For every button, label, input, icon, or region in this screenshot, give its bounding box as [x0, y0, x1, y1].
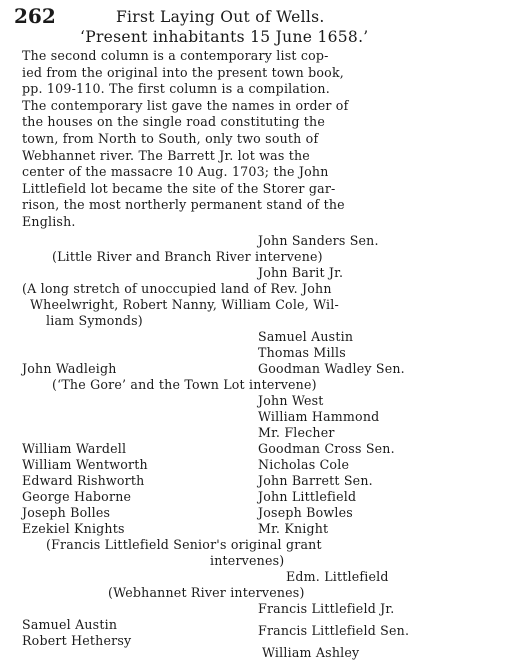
compiled-entry: Ezekiel Knights: [22, 521, 125, 536]
inhabitant-entry: Mr. Flecher: [258, 425, 335, 440]
compiled-entry: Joseph Bolles: [22, 505, 111, 520]
intro-line: ied from the original into the present town book,: [22, 64, 344, 80]
intervening-note: liam Symonds): [46, 313, 143, 328]
inhabitant-entry: John West: [258, 393, 324, 408]
compiled-entry: John Wadleigh: [22, 361, 117, 376]
inhabitant-entry: Goodman Wadley Sen.: [258, 361, 405, 376]
inhabitant-entry: Francis Littlefield Sen.: [258, 623, 410, 638]
compiled-entry: Robert Hethersy: [22, 633, 132, 648]
inhabitant-entry: Mr. Knight: [258, 521, 329, 536]
intervening-note: (Francis Littlefield Senior's original grant: [46, 537, 322, 552]
inhabitant-entry: William Hammond: [258, 409, 380, 424]
intro-line: town, from North to South, only two south of: [22, 130, 319, 146]
intervening-note: (Little River and Branch River intervene): [52, 249, 323, 264]
compiled-entry: William Wentworth: [22, 457, 148, 472]
inhabitant-entry: John Littlefield: [258, 489, 357, 504]
intervening-note: (Webhannet River intervenes): [108, 585, 305, 600]
inhabitant-entry: Edm. Littlefield: [286, 569, 389, 584]
compiled-entry: Samuel Austin: [22, 617, 118, 632]
page-subtitle: ‘Present inhabitants 15 June 1658.’: [80, 28, 369, 46]
intro-line: English.: [22, 213, 76, 229]
intro-line: The second column is a contemporary list cop-: [22, 48, 329, 63]
compiled-entry: Edward Rishworth: [22, 473, 145, 488]
intro-line: Webhannet river. The Barrett Jr. lot was the: [22, 147, 310, 163]
page-number: 262: [14, 4, 56, 28]
inhabitant-entry: John Barrett Sen.: [258, 473, 373, 488]
compiled-entry: George Haborne: [22, 489, 132, 504]
inhabitant-entry: William Ashley: [262, 645, 360, 660]
intro-line: center of the massacre 10 Aug. 1703; the John: [22, 164, 329, 180]
intervening-note: Wheelwright, Robert Nanny, William Cole, Wil-: [30, 297, 339, 312]
intro-line: The contemporary list gave the names in order of: [22, 97, 349, 113]
inhabitant-entry: Joseph Bowles: [258, 505, 353, 520]
inhabitant-entry: Samuel Austin: [258, 329, 354, 344]
intervening-note: (A long stretch of unoccupied land of Rev. John: [22, 281, 332, 296]
inhabitant-entry: Francis Littlefield Jr.: [258, 601, 395, 616]
intro-line: Littlefield lot became the site of the Storer gar-: [22, 180, 336, 196]
compiled-entry: William Wardell: [22, 441, 127, 456]
inhabitant-entry: Nicholas Cole: [258, 457, 350, 472]
intervening-note: (‘The Gore’ and the Town Lot intervene): [52, 377, 317, 392]
intro-line: the houses on the single road constituting the: [22, 114, 326, 130]
inhabitant-entry: Thomas Mills: [258, 345, 346, 360]
inhabitant-entry: John Sanders Sen.: [258, 233, 379, 248]
inhabitant-entry: Goodman Cross Sen.: [258, 441, 395, 456]
page-title: First Laying Out of Wells.: [116, 8, 325, 26]
intro-paragraph: [22, 48, 462, 231]
intro-line: pp. 109-110. The first column is a compilation.: [22, 81, 330, 97]
inhabitant-entry: John Barit Jr.: [258, 265, 344, 280]
intervening-note: intervenes): [210, 553, 285, 568]
intro-line: rison, the most northerly permanent stand of the: [22, 197, 345, 213]
